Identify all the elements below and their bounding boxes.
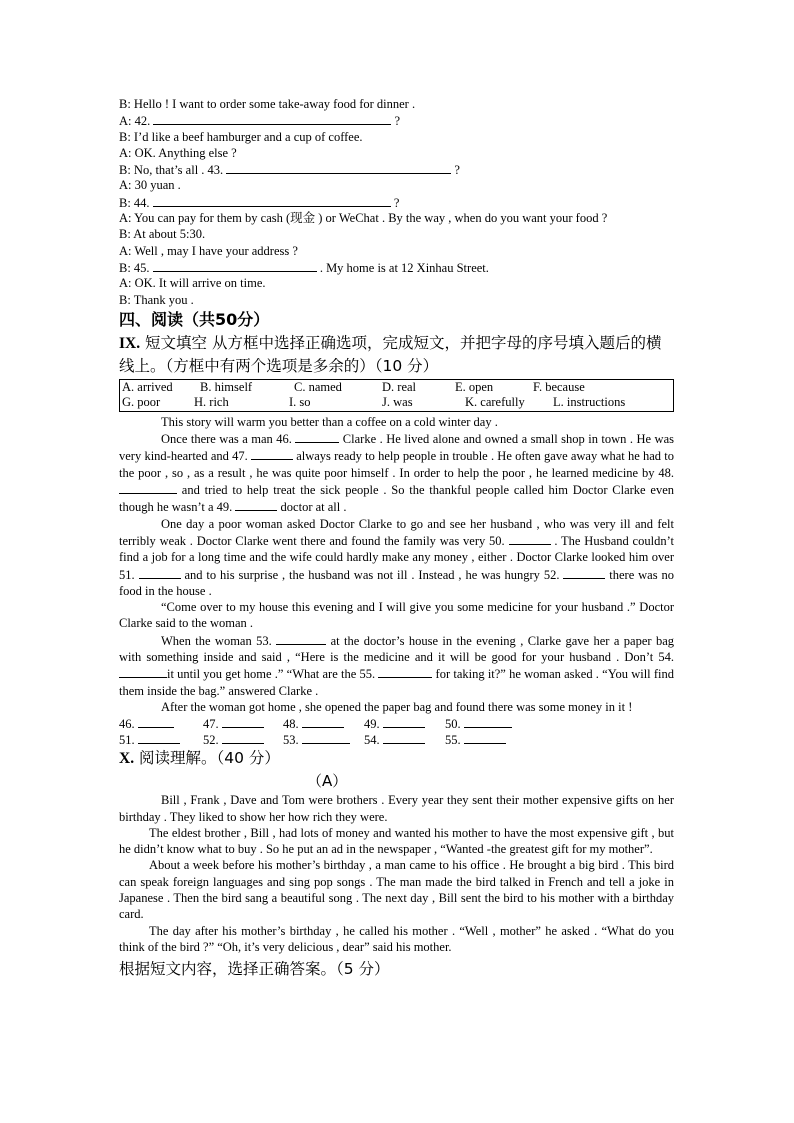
passage-text: at the doctor’s house in the evening , Clarke gave her a paper bag with something inside and said , “Here is the medicine and it will be good for your husband . Don’t 54.: [119, 633, 675, 665]
option-choice: D. real: [382, 379, 417, 394]
dialogue-line: [119, 194, 674, 210]
answer-number: 46.: [119, 717, 135, 732]
dialogue-line: [119, 292, 674, 308]
answer-slot: [203, 731, 264, 748]
answer-blank[interactable]: [226, 161, 451, 174]
dialogue-text: ?: [394, 114, 401, 129]
answer-blank[interactable]: [383, 731, 425, 744]
dialogue-text: B: No, that’s all . 43.: [119, 163, 224, 178]
answer-blank[interactable]: [138, 731, 180, 744]
section-x-title: [119, 747, 674, 770]
dialogue-text: B: Hello ! I want to order some take-away food for dinner .: [119, 97, 416, 111]
cloze-passage: [119, 414, 674, 715]
answer-blank[interactable]: [138, 715, 174, 728]
passage-paragraph: [119, 632, 674, 699]
answer-blank[interactable]: [235, 498, 277, 511]
section-x-number: X.: [119, 750, 135, 768]
passage-paragraph: [119, 430, 674, 515]
passage-text: Clarke . He lived alone and owned a small shop in town . He was very kind-hearted and 47.: [119, 432, 674, 464]
answer-slot: [445, 715, 512, 732]
answer-blank[interactable]: [509, 532, 551, 545]
passage-text: doctor at all .: [277, 500, 347, 515]
passage-paragraph: About a week before his mother’s birthday , a man came to his office . He brought a big bird . This bird can speak foreign languages and sing pop songs . The man made the bird talked in French and tell a joke in Japanese . Then the bird sang a beautiful song . The next day , Bill sent the bird to his mother with a birthday card.: [119, 858, 674, 922]
answer-number: 49.: [364, 717, 380, 732]
dialogue-text: B: 45.: [119, 260, 150, 275]
dialogue-section-continued: [119, 226, 674, 307]
passage-paragraph: [119, 699, 674, 715]
passage-paragraph: The eldest brother , Bill , had lots of money and wanted his mother to have the most expensive gift , but he didn’t know what to buy . So he put an ad in the newspaper , “Wanted -the greatest gift for my mother”.: [119, 825, 674, 857]
dialogue-text: A: OK. Anything else ?: [119, 145, 237, 160]
dialogue-section: [119, 96, 674, 210]
option-choice: K. carefully: [465, 395, 525, 410]
dialogue-text: A: Well , may I have your address ?: [119, 243, 298, 258]
option-choice: I. so: [289, 395, 311, 410]
answer-blank[interactable]: [139, 566, 181, 579]
passage-text: “Come over to my house this evening and I will give you some medicine for your husband .” Doctor Clarke said to the woman .: [119, 600, 674, 631]
option-choice: A. arrived: [122, 379, 173, 394]
answer-number: 48.: [283, 717, 299, 732]
dialogue-line: [119, 96, 674, 112]
options-row: [122, 380, 673, 396]
passage-text: and tried to help treat the sick people . So the thankful people called him Doctor Clarke even though he wasn’t a 49.: [119, 483, 674, 515]
dialogue-line: [119, 112, 674, 128]
passage-paragraph: Bill , Frank , Dave and Tom were brothers . Every year they sent their mother expensive gifts on her birthday . They liked to show her how rich they were.: [119, 793, 674, 824]
option-choice: F. because: [533, 379, 585, 394]
passage-paragraph: The day after his mother’s birthday , he called his mother . “Well , mother” he asked . “What do you think of the bird ?” “Oh, it’s very delicious , dear” said his mother.: [119, 923, 674, 954]
answer-number: 47.: [203, 717, 219, 732]
passage-text: When the woman 53.: [161, 633, 277, 648]
answer-blank[interactable]: [464, 731, 506, 744]
answer-blank[interactable]: [153, 259, 317, 272]
dialogue-text: B: At about 5:30.: [119, 227, 206, 242]
section-ix-number: IX.: [119, 334, 141, 352]
answer-number: 52.: [203, 733, 219, 748]
option-choice: B. himself: [200, 379, 253, 394]
answer-number: 51.: [119, 733, 135, 748]
answer-slot: [364, 731, 425, 748]
passage-a-title: （A）: [307, 772, 348, 791]
passage-text: for taking it?” he woman asked . “You will find them inside the bag.” answered Clarke .: [119, 667, 674, 698]
answer-blank[interactable]: [563, 566, 605, 579]
passage-text: One day a poor woman asked Doctor Clarke to go and see her husband , who was very ill and felt terribly weak . Doctor Clarke went there and found the family was very 50.: [119, 516, 674, 548]
section-ix-title: [119, 332, 674, 377]
options-box: [119, 379, 674, 412]
dialogue-text: A: OK. It will arrive on time.: [119, 276, 266, 291]
option-choice: L. instructions: [553, 395, 626, 410]
dialogue-line: [119, 275, 674, 291]
dialogue-text: B: Thank you .: [119, 292, 194, 307]
options-row: [122, 395, 673, 411]
answer-slot: [283, 715, 344, 732]
option-choice: C. named: [294, 379, 342, 394]
passage-text: This story will warm you better than a coffee on a cold winter day .: [161, 414, 498, 429]
passage-text: always ready to help people in trouble . He often gave away what he had to the poor , so , as a result , he was quite poor himself . In order to help the poor , he learned medicine by 48.: [119, 449, 674, 480]
answer-slot: [119, 731, 180, 748]
answer-slot: [203, 715, 264, 732]
dialogue-text: B: I’d like a beef hamburger and a cup of coffee.: [119, 129, 363, 144]
dialogue-text: B: 44.: [119, 195, 150, 210]
answer-blank[interactable]: [302, 731, 350, 744]
answer-row: [119, 731, 674, 747]
passage-text: After the woman got home , she opened the paper bag and found there was some money in it !: [161, 699, 633, 714]
section-ix-instruction: 短文填空 从方框中选择正确选项，完成短文，并把字母的序号填入题后的横线上。（方框中有两个选项是多余的）（10 分）: [119, 333, 662, 375]
answer-blank[interactable]: [383, 715, 425, 728]
answer-blank[interactable]: [378, 665, 432, 678]
passage-text: . The Husband couldn’t find a job for a long time and the wife could hardly make any money , either . Doctor Clarke looked him over 51.: [119, 533, 674, 582]
answer-number: 53.: [283, 733, 299, 748]
passage-text: there was no food in the house .: [119, 567, 675, 598]
answer-number: 54.: [364, 733, 380, 748]
dialogue-line: [119, 259, 674, 275]
option-choice: G. poor: [122, 395, 161, 410]
answer-blank[interactable]: [251, 447, 293, 460]
answer-number: 55.: [445, 733, 461, 748]
dialogue-text: ?: [393, 195, 400, 210]
dialogue-text: A: 42.: [119, 114, 151, 129]
dialogue-line: A: You can pay for them by cash (现金 ) or WeChat . By the way , when do you want your food ?: [119, 211, 608, 226]
dialogue-line: [119, 129, 674, 145]
answer-blank[interactable]: [276, 632, 326, 645]
reading-passage-a: [119, 792, 674, 955]
answer-blank[interactable]: [222, 715, 264, 728]
dialogue-line: [119, 177, 674, 193]
answer-number: 50.: [445, 717, 461, 732]
passage-paragraph: [119, 516, 674, 599]
answer-blank[interactable]: [464, 715, 512, 728]
option-choice: H. rich: [194, 395, 229, 410]
question-instruction: 根据短文内容，选择正确答案。（5 分）: [119, 960, 390, 979]
answer-blank[interactable]: [302, 715, 344, 728]
answer-blank[interactable]: [153, 194, 391, 207]
dialogue-line: [119, 226, 674, 242]
passage-paragraph: [119, 599, 674, 632]
dialogue-line: [119, 145, 674, 161]
answer-blank[interactable]: [119, 481, 177, 494]
option-choice: J. was: [382, 395, 413, 410]
answer-blank[interactable]: [153, 112, 391, 125]
answer-slot: [445, 731, 506, 748]
dialogue-line: [119, 161, 674, 177]
passage-text: it until you get home .” “What are the 55.: [167, 667, 379, 682]
dialogue-text: ?: [454, 163, 460, 178]
passage-text: and to his surprise , the husband was not ill . Instead , he was hungry 52.: [180, 567, 564, 582]
passage-text: Once there was a man 46.: [161, 432, 296, 447]
part-four-heading: 四、阅读（共50分）: [119, 309, 270, 329]
option-choice: E. open: [455, 379, 494, 394]
answer-blank[interactable]: [295, 430, 339, 443]
passage-paragraph: [119, 414, 674, 430]
answer-slot: [364, 715, 425, 732]
answer-row: [119, 715, 674, 731]
section-x-instruction: 阅读理解。（40 分）: [134, 749, 280, 768]
answer-slot: [119, 715, 174, 732]
dialogue-text: . My home is at 12 Xinhau Street.: [319, 260, 489, 275]
answer-slot: [283, 731, 350, 748]
exam-content: [119, 96, 674, 980]
answer-blank[interactable]: [119, 665, 167, 678]
answer-blank[interactable]: [222, 731, 264, 744]
dialogue-line: [119, 243, 674, 259]
dialogue-text: A: 30 yuan .: [119, 178, 181, 193]
